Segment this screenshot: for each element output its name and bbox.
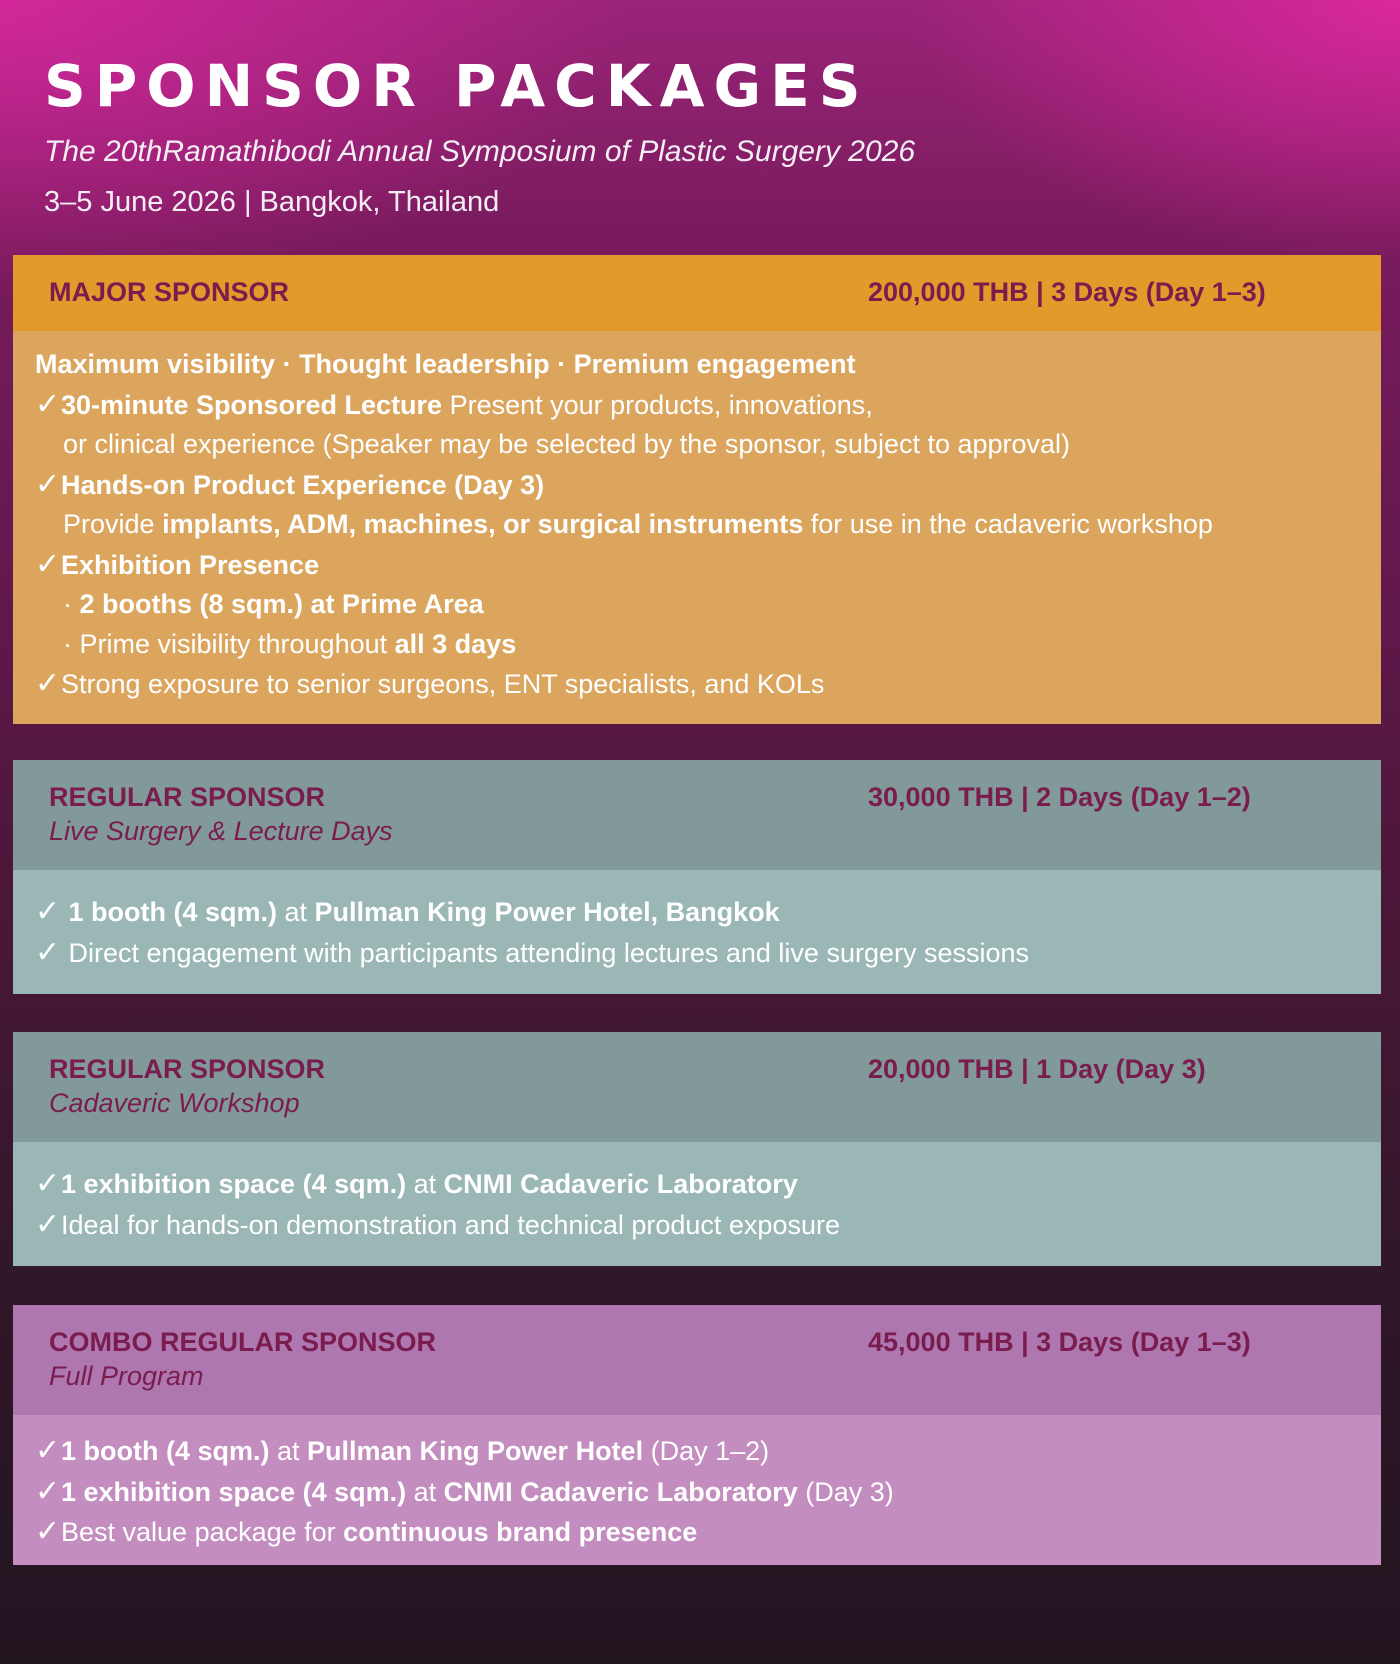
major-sponsor-package	[13, 255, 1381, 724]
benefit-item	[35, 545, 1381, 586]
combo-sponsor-package	[13, 1305, 1381, 1565]
benefit-item	[35, 1431, 1381, 1472]
check-icon: ✓	[35, 1434, 61, 1467]
package-subtitle: Live Surgery & Lecture Days	[49, 816, 393, 846]
benefit-bold: 1 exhibition space (4 sqm.)	[61, 1476, 407, 1507]
benefit-bold: all 3 days	[394, 628, 517, 659]
combo-sponsor-benefits	[13, 1415, 1381, 1565]
benefit-text: for use in the cadaveric workshop	[803, 509, 1213, 539]
package-price: 200,000 THB | 3 Days (Day 1–3)	[868, 277, 1266, 307]
package-price: 20,000 THB | 1 Day (Day 3)	[868, 1054, 1206, 1084]
benefit-continuation: or clinical experience (Speaker may be selected by the sponsor, subject to approval)	[63, 429, 1071, 459]
benefit-bold: 1 exhibition space (4 sqm.)	[61, 1169, 407, 1199]
benefit-item	[35, 892, 1381, 933]
check-icon: ✓	[35, 1474, 61, 1508]
benefit-bold: 30-minute Sponsored Lecture	[61, 389, 443, 420]
regular-sponsor-cadaveric-benefits	[13, 1142, 1381, 1266]
combo-sponsor-header	[13, 1305, 1381, 1415]
package-price: 30,000 THB | 2 Days (Day 1–2)	[868, 782, 1251, 812]
benefit-item	[35, 664, 1381, 705]
benefit-tagline	[35, 345, 1381, 385]
benefit-text: Present your products, innovations,	[442, 389, 873, 420]
benefit-bold: Pullman King Power Hotel, Bangkok	[314, 897, 780, 927]
benefit-text: at	[269, 1436, 308, 1466]
benefit-subitem	[35, 585, 1381, 625]
check-icon: ✓	[35, 1167, 61, 1200]
benefit-item	[35, 465, 1381, 506]
benefit-bold: CNMI Cadaveric Laboratory	[443, 1476, 798, 1507]
regular-sponsor-cadaveric-header	[13, 1032, 1381, 1142]
check-icon: ✓	[35, 547, 61, 581]
check-icon: ✓	[35, 387, 61, 421]
benefit-bold: implants, ADM, machines, or surgical instruments	[162, 509, 804, 539]
event-subtitle: The 20thRamathibodi Annual Symposium of Plastic Surgery 2026	[44, 135, 916, 168]
page-header	[44, 50, 1356, 222]
benefit-item	[35, 1164, 1381, 1205]
benefit-item	[35, 1205, 1381, 1246]
check-icon: ✓	[35, 1207, 61, 1241]
package-subtitle: Cadaveric Workshop	[49, 1088, 300, 1118]
check-icon: ✓	[35, 895, 61, 928]
check-icon: ✓	[35, 935, 61, 969]
major-sponsor-header	[13, 255, 1381, 331]
package-name: REGULAR SPONSOR	[49, 782, 326, 812]
benefit-bold: CNMI Cadaveric Laboratory	[443, 1169, 798, 1199]
benefit-text: at	[277, 897, 315, 927]
benefit-item	[35, 933, 1381, 974]
major-sponsor-benefits	[13, 331, 1381, 724]
benefit-subitem	[35, 625, 1381, 665]
regular-sponsor-cadaveric-package	[13, 1032, 1381, 1266]
benefit-text: at	[406, 1476, 444, 1507]
benefit-bold: 1 booth (4 sqm.)	[61, 1436, 270, 1466]
benefit-text: Provide	[63, 509, 163, 539]
package-price: 45,000 THB | 3 Days (Day 1–3)	[868, 1327, 1251, 1357]
benefit-bold: 2 booths (8 sqm.) at Prime Area	[79, 589, 484, 619]
regular-sponsor-live-header	[13, 760, 1381, 870]
page-title: SPONSOR PACKAGES	[44, 52, 870, 120]
benefit-bold: continuous brand presence	[343, 1517, 698, 1547]
benefit-item	[35, 1472, 1381, 1513]
check-icon: ✓	[35, 1515, 61, 1548]
benefit-text: at	[406, 1169, 444, 1199]
regular-sponsor-live-package	[13, 760, 1381, 994]
benefit-text: Ideal for hands-on demonstration and technical product exposure	[61, 1209, 840, 1240]
package-name: REGULAR SPONSOR	[49, 1054, 326, 1084]
benefit-text: Strong exposure to senior surgeons, ENT specialists, and KOLs	[61, 669, 825, 699]
benefit-bold: 1 booth (4 sqm.)	[68, 897, 278, 927]
benefit-continuation	[35, 505, 1381, 545]
package-subtitle: Full Program	[49, 1361, 204, 1391]
bullet-text: ·	[63, 589, 80, 619]
benefit-text: (Day 1–2)	[643, 1436, 770, 1466]
benefit-text: (Day 3)	[797, 1476, 894, 1507]
benefit-item	[35, 1512, 1381, 1553]
package-name: COMBO REGULAR SPONSOR	[49, 1327, 437, 1357]
regular-sponsor-live-benefits	[13, 870, 1381, 994]
benefit-bold: Hands-on Product Experience (Day 3)	[61, 469, 545, 500]
benefit-item	[35, 385, 1381, 426]
check-icon: ✓	[35, 467, 61, 501]
event-date-location: 3–5 June 2026 | Bangkok, Thailand	[44, 186, 500, 218]
benefit-bold: Pullman King Power Hotel	[307, 1436, 644, 1466]
check-icon: ✓	[35, 667, 61, 700]
benefit-text: Best value package for	[61, 1517, 344, 1547]
benefit-bold: Exhibition Presence	[61, 549, 320, 580]
benefit-text: Direct engagement with participants attending lectures and live surgery sessions	[68, 937, 1030, 968]
benefit-text: · Prime visibility throughout	[63, 628, 395, 659]
package-name: MAJOR SPONSOR	[49, 277, 290, 307]
tagline-text: Maximum visibility · Thought leadership · Premium engagement	[35, 349, 856, 379]
